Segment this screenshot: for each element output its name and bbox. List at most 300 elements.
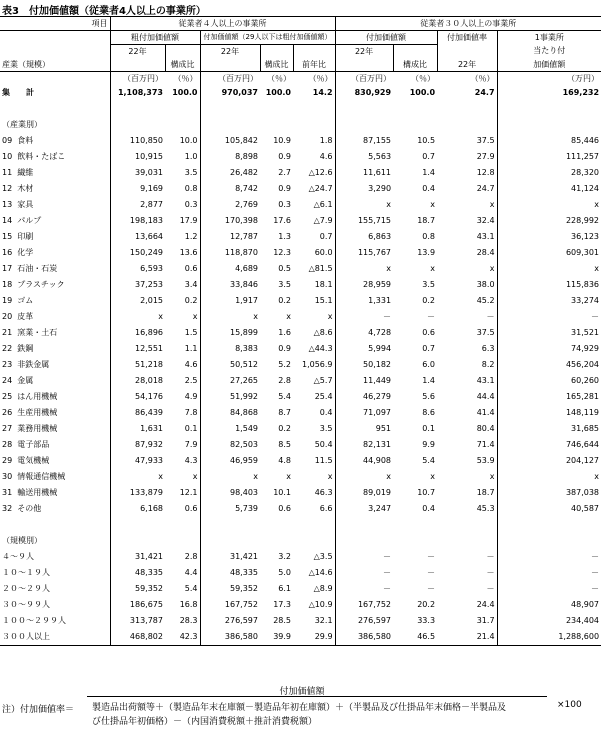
industry-name: 皮革 [17,312,34,321]
industry-code: 25 [2,392,13,401]
unit-percent: （％） [293,72,335,86]
scale-name: ４～９人 [2,552,34,561]
cell-h: 24.7 [437,181,497,197]
cell-a: 10,915 [135,152,163,161]
cell-b: 7.9 [165,437,200,453]
cell-c: 1,549 [235,424,258,433]
cell-h: 27.9 [437,149,497,165]
cell-d: 4.8 [278,456,291,465]
cell-a: 6,593 [140,264,163,273]
industry-code: 14 [2,216,13,225]
cell-i: 387,038 [565,488,600,497]
industry-code: 26 [2,408,13,417]
cell-a: x [158,472,163,481]
cell-f: － [383,584,392,593]
cell-e: 15.1 [293,293,335,309]
cell-i: 169,232 [562,88,600,97]
cell-e: 6.6 [293,501,335,517]
cell-b: 0.8 [165,181,200,197]
cell-g: x [430,472,436,481]
cell-b: 28.3 [165,613,200,629]
cell-c: 51,992 [230,392,258,401]
cell-h: 8.2 [437,357,497,373]
cell-h: 24.7 [437,85,497,101]
table-row [0,389,601,405]
cell-a: 31,421 [135,552,163,561]
cell-b: 4.9 [165,389,200,405]
cell-e: 25.4 [293,389,335,405]
table-row [0,581,601,597]
industry-code: 20 [2,312,13,321]
cell-h: 28.4 [437,245,497,261]
cell-d: 5.4 [278,392,291,401]
industry-name: 電子部品 [17,440,50,449]
cell-f: 82,131 [363,440,392,449]
industry-code: 19 [2,296,13,305]
cell-e: 3.5 [293,421,335,437]
cell-h: 37.5 [437,133,497,149]
header-year-c: 22年 [200,45,260,59]
cell-g: 100.0 [409,88,436,97]
scale-name: ３０～９９人 [2,600,50,609]
cell-g: － [427,584,436,593]
cell-f: 89,019 [363,488,392,497]
table-row [0,229,601,245]
industry-code: 09 [2,136,13,145]
cell-d: 3.2 [278,552,291,561]
note-denominator-line2: び仕掛品年初価格）－（内国消費税額＋推計消費税額） [92,717,318,727]
cell-c: 46,959 [230,456,258,465]
cell-h: － [437,581,497,597]
header-gross-value-added: 粗付加価値額 [110,31,200,45]
cell-d: 0.5 [278,264,291,273]
cell-g: 0.2 [422,296,436,305]
cell-h: 44.4 [437,389,497,405]
cell-h: 21.4 [437,629,497,646]
cell-h: x [437,469,497,485]
cell-h: 80.4 [437,421,497,437]
cell-i: 74,929 [571,344,600,353]
cell-g: － [427,552,436,561]
industry-code: 27 [2,424,13,433]
cell-g: x [430,264,436,273]
table-row [0,309,601,325]
industry-code: 13 [2,200,13,209]
table-row [0,165,601,181]
cell-c: x [253,472,258,481]
cell-b: 7.8 [165,405,200,421]
unit-million-yen: （百万円） [218,73,258,83]
cell-h: 45.2 [437,293,497,309]
industry-code: 17 [2,264,13,273]
cell-f: 87,155 [363,136,392,145]
cell-h: x [437,197,497,213]
cell-h: 43.1 [437,229,497,245]
cell-g: 3.5 [422,280,436,289]
cell-a: 9,169 [140,184,163,193]
table-row [0,405,601,421]
header-year-f: 22年 [335,45,393,59]
cell-c: 170,398 [224,216,258,225]
unit-percent: （％） [411,73,436,83]
header-year-a: 22年 [110,45,165,59]
header-per-establishment-2: 当たり付 [533,46,566,56]
cell-d: 12.3 [273,248,291,257]
cell-a: 186,675 [129,600,163,609]
cell-f: 5,563 [368,152,392,161]
cell-a: 59,352 [135,584,163,593]
cell-c: x [253,312,258,321]
cell-i: 36,123 [571,232,600,241]
cell-d: 1.6 [278,328,291,337]
cell-d: 0.9 [278,344,291,353]
cell-i: 204,127 [565,456,600,465]
cell-c: 31,421 [230,552,258,561]
unit-percent: （％） [267,73,291,83]
cell-a: 28,018 [135,376,163,385]
cell-e: 29.9 [293,629,335,646]
table-row [0,469,601,485]
cell-i: － [591,584,600,593]
table-row [0,149,601,165]
cell-d: 2.8 [278,376,291,385]
header-group-4plus: 従業者４人以上の事業所 [110,17,335,31]
cell-h: 71.4 [437,437,497,453]
cell-d: 5.0 [278,568,291,577]
cell-d: 10.1 [273,488,291,497]
table-row [0,437,601,453]
cell-b: 100.0 [165,85,200,101]
note-multiplier: ×100 [557,700,582,710]
cell-d: 1.3 [278,232,291,241]
cell-g: x [430,200,436,209]
cell-g: 46.5 [393,629,437,646]
cell-b: 0.2 [165,293,200,309]
cell-f: 3,290 [368,184,392,193]
table-row [0,421,601,437]
cell-b: 42.3 [165,629,200,646]
cell-i: 609,301 [565,248,600,257]
cell-c: 12,787 [230,232,258,241]
cell-c: 8,898 [235,152,258,161]
industry-code: 11 [2,168,13,177]
header-industry-scale: 産業（規模） [0,58,110,72]
footnote [2,682,600,734]
cell-b: 0.3 [165,197,200,213]
cell-i: 111,257 [565,152,600,161]
cell-f: 50,182 [363,360,392,369]
cell-d: 100.0 [265,88,291,97]
cell-f: 28,959 [363,280,392,289]
table-row [0,597,601,613]
industry-code: 29 [2,456,13,465]
cell-f: x [386,200,392,209]
cell-f: 830,929 [354,88,392,97]
cell-b: x [165,309,200,325]
cell-e: 0.4 [293,405,335,421]
cell-d: 0.9 [278,184,291,193]
cell-h: 45.3 [437,501,497,517]
cell-c: 8,383 [235,344,258,353]
table-row [0,453,601,469]
cell-g: 6.0 [422,360,436,369]
table-row [0,133,601,149]
cell-d: 28.5 [273,616,291,625]
table-row [0,181,601,197]
unit-percent: （％） [165,72,200,86]
cell-e: x [293,469,335,485]
cell-e: △8.6 [293,325,335,341]
cell-e: △81.5 [293,261,335,277]
table-row [0,245,601,261]
cell-c: 27,265 [230,376,258,385]
cell-b: 13.6 [165,245,200,261]
industry-name: パルプ [17,216,42,225]
cell-i: － [591,312,600,321]
industry-name: 食料 [17,136,34,145]
cell-f: 5,994 [368,344,392,353]
cell-f: 44,908 [363,456,392,465]
cell-c: 276,597 [224,616,258,625]
section-label: （産業別） [0,117,110,133]
cell-f: 3,247 [368,504,392,513]
header-value-added-30: 付加価値額 [335,31,437,45]
cell-d: x [286,312,291,321]
cell-c: 26,482 [230,168,258,177]
cell-a: 1,108,373 [117,88,163,97]
cell-a: 51,218 [135,360,163,369]
industry-code: 23 [2,360,13,369]
cell-b: 1.1 [165,341,200,357]
header-yoy: 前年比 [293,58,335,72]
cell-i: x [594,264,600,273]
cell-h: 43.1 [437,373,497,389]
cell-i: 41,124 [571,184,600,193]
cell-i: － [591,568,600,577]
table-row [0,213,601,229]
table-row [0,549,601,565]
cell-e: △3.5 [293,549,335,565]
cell-e: △7.9 [293,213,335,229]
section-industry-row [0,117,601,133]
cell-h: 32.4 [437,213,497,229]
cell-a: 6,168 [140,504,163,513]
industry-name: 飲料・たばこ [17,152,66,161]
total-label: 集 計 [2,88,34,97]
cell-g: 1.4 [422,168,436,177]
cell-g: － [427,568,436,577]
cell-e: 1,056.9 [293,357,335,373]
cell-b: 4.4 [165,565,200,581]
industry-name: 化学 [17,248,34,257]
cell-f: 46,279 [363,392,392,401]
cell-i: 234,404 [565,616,600,625]
cell-a: 313,787 [129,616,163,625]
cell-d: 0.2 [278,296,291,305]
cell-b: 0.1 [165,421,200,437]
cell-b: 1.5 [165,325,200,341]
industry-name: 石油・石炭 [17,264,58,273]
unit-ten-thousand-yen: （万円） [567,73,600,83]
cell-e: 4.6 [293,149,335,165]
cell-h: 41.4 [437,405,497,421]
cell-f: 71,097 [363,408,392,417]
cell-a: 54,176 [135,392,163,401]
cell-d: 0.2 [278,424,291,433]
cell-b: 16.8 [165,597,200,613]
cell-a: 47,933 [135,456,163,465]
header-composition-a: 構成比 [165,58,200,72]
cell-f: 155,715 [357,216,392,225]
scale-name: １００～２９９人 [2,616,66,625]
cell-c: 2,769 [235,200,258,209]
cell-b: 1.2 [165,229,200,245]
cell-a: 48,335 [135,568,163,577]
cell-g: 0.1 [422,424,436,433]
table-row [0,277,601,293]
cell-a: 39,031 [135,168,163,177]
cell-b: 3.5 [165,165,200,181]
cell-f: － [383,568,392,577]
cell-a: 87,932 [135,440,163,449]
unit-million-yen: （百万円） [351,73,392,83]
cell-c: 84,868 [230,408,258,417]
cell-i: － [591,552,600,561]
cell-f: － [383,312,392,321]
cell-d: x [286,472,291,481]
industry-name: 繊維 [17,168,34,177]
cell-f: x [386,264,392,273]
cell-a: 2,015 [140,296,163,305]
cell-e: △10.9 [293,597,335,613]
cell-d: 2.7 [278,168,291,177]
cell-d: 5.2 [278,360,291,369]
cell-g: 8.6 [422,408,436,417]
cell-b: 0.6 [165,501,200,517]
cell-h: 53.9 [437,453,497,469]
cell-g: 0.6 [422,328,436,337]
cell-g: 5.6 [422,392,436,401]
cell-g: 0.8 [422,232,436,241]
cell-b: 17.9 [165,213,200,229]
cell-e: 50.4 [293,437,335,453]
industry-code: 30 [2,472,13,481]
cell-i: x [594,200,600,209]
table-row [0,357,601,373]
cell-i: 456,204 [565,360,600,369]
cell-a: 468,802 [110,629,165,646]
cell-i: 115,836 [565,280,600,289]
cell-h: － [437,549,497,565]
cell-f: 276,597 [357,616,392,625]
cell-e: △44.3 [293,341,335,357]
header-composition-c: 構成比 [260,58,293,72]
cell-g: 20.2 [417,600,436,609]
cell-c: 82,503 [230,440,258,449]
cell-e: 32.1 [293,613,335,629]
cell-h: － [437,309,497,325]
cell-c: 33,846 [230,280,258,289]
industry-name: 生産用機械 [17,408,58,417]
cell-f: 11,449 [363,376,392,385]
table-row [0,373,601,389]
cell-a: 2,877 [140,200,163,209]
cell-h: 6.3 [437,341,497,357]
industry-name: 非鉄金属 [17,360,50,369]
cell-a: 150,249 [129,248,163,257]
table-row [0,293,601,309]
cell-g: 5.4 [422,456,436,465]
unit-percent: （％） [437,72,497,86]
header-year-h: 22年 [437,58,497,72]
cell-a: 110,850 [129,136,163,145]
cell-c: 50,512 [230,360,258,369]
cell-d: 3.5 [278,280,291,289]
cell-h: － [437,565,497,581]
industry-code: 31 [2,488,13,497]
cell-c: 15,899 [230,328,258,337]
header-item: 項目 [0,17,110,31]
cell-e: △24.7 [293,181,335,197]
cell-d: 39.9 [260,629,293,646]
cell-g: 0.4 [422,184,436,193]
cell-g: 0.4 [422,504,436,513]
cell-h: 37.5 [437,325,497,341]
cell-e: 0.7 [293,229,335,245]
scale-name: １０～１９人 [2,568,50,577]
cell-g: 10.5 [417,136,436,145]
cell-b: 0.6 [165,261,200,277]
cell-b: 5.4 [165,581,200,597]
cell-i: 228,992 [565,216,600,225]
industry-code: 32 [2,504,13,513]
industry-code: 18 [2,280,13,289]
table-row [0,501,601,517]
cell-c: 4,689 [235,264,258,273]
cell-e: x [293,309,335,325]
cell-a: 12,551 [135,344,163,353]
industry-code: 22 [2,344,13,353]
cell-f: 6,863 [368,232,392,241]
cell-d: 17.3 [273,600,291,609]
industry-name: 木材 [17,184,34,193]
header-composition-f: 構成比 [393,58,437,72]
header-value-added-28: 付加価値額（29人以下は粗付加価値額） [200,31,335,45]
cell-c: 970,037 [221,88,258,97]
cell-i: 60,260 [571,376,600,385]
cell-b: 4.3 [165,453,200,469]
industry-name: 業務用機械 [17,424,58,433]
cell-f: 115,767 [357,248,392,257]
cell-a: 198,183 [129,216,163,225]
cell-f: x [386,472,392,481]
table-row [0,485,601,501]
cell-a: 16,896 [135,328,163,337]
cell-f: 167,752 [357,600,392,609]
industry-name: ゴム [17,296,34,305]
section-label: （規模別） [0,533,110,549]
cell-b: 3.4 [165,277,200,293]
cell-d: 0.9 [278,152,291,161]
cell-c: 118,870 [224,248,258,257]
industry-name: 金属 [17,376,34,385]
cell-b: 4.6 [165,357,200,373]
cell-e: △8.9 [293,581,335,597]
cell-a: 86,439 [135,408,163,417]
cell-c: 98,403 [230,488,258,497]
cell-i: 85,446 [571,136,600,145]
cell-g: 10.7 [417,488,436,497]
